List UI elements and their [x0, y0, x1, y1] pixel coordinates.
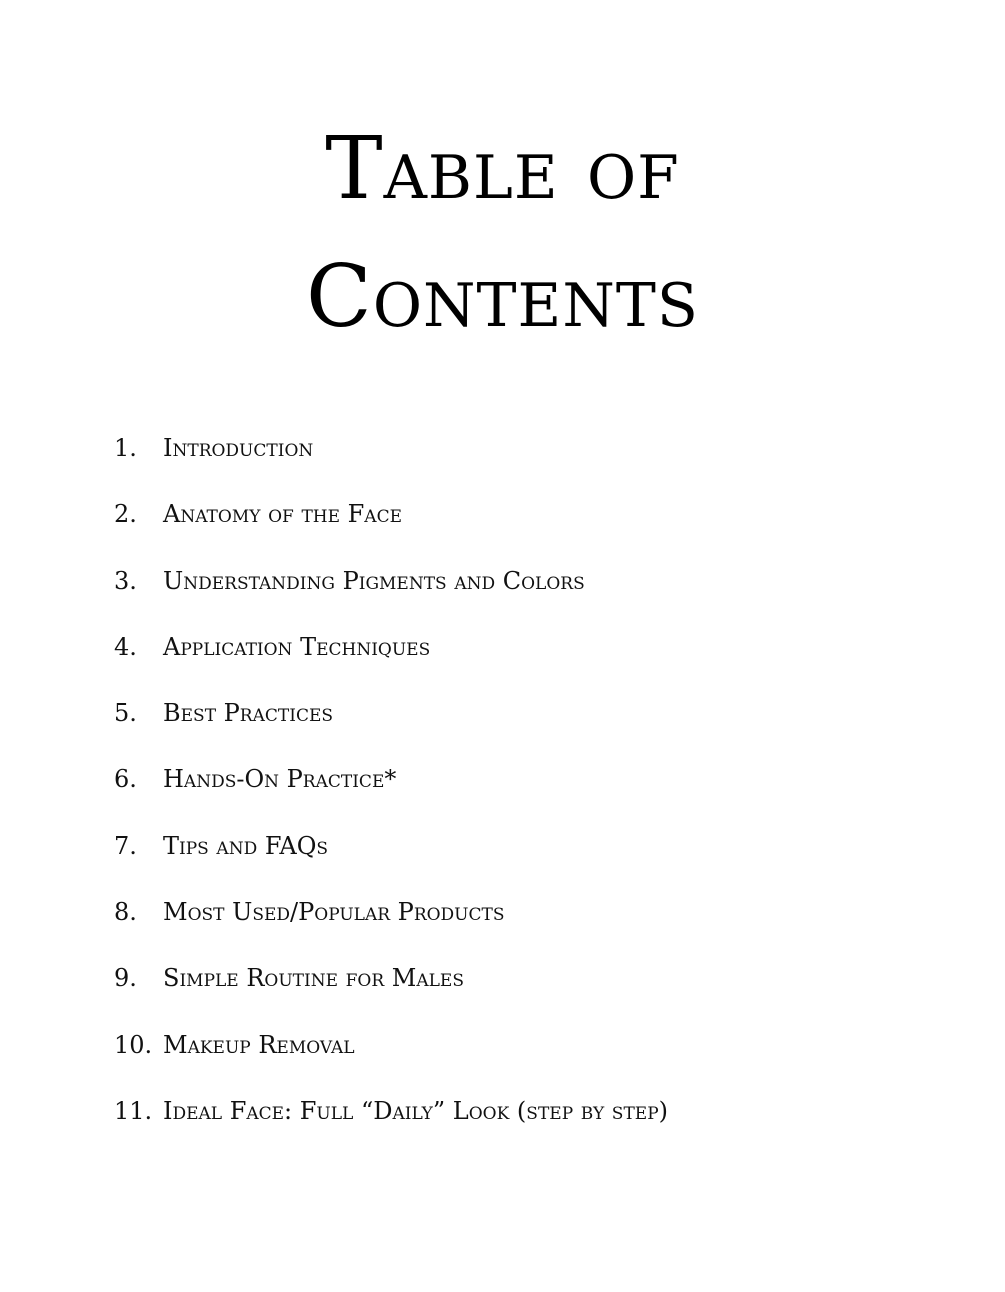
toc-item-label[interactable]: Hands-On Practice* — [163, 765, 397, 794]
page-title-line-2: Contents — [306, 247, 699, 347]
table-of-contents-list — [0, 428, 1005, 1157]
toc-item-number: 8. — [114, 898, 137, 927]
toc-item-tips-and-faqs[interactable] — [0, 826, 1005, 892]
toc-item-number: 3. — [114, 566, 137, 595]
toc-item-ideal-face-daily-look[interactable] — [0, 1091, 1005, 1157]
toc-item-label[interactable]: Best Practices — [163, 699, 334, 728]
toc-item-label[interactable]: Understanding Pigments and Colors — [163, 566, 585, 595]
toc-item-label[interactable]: Simple Routine for Males — [163, 964, 464, 993]
toc-item-label[interactable]: Anatomy of the Face — [163, 500, 402, 529]
toc-item-label[interactable]: Tips and FAQs — [163, 831, 329, 860]
toc-item-label[interactable]: Application Techniques — [163, 632, 431, 661]
toc-item-makeup-removal[interactable] — [0, 1025, 1005, 1091]
page-title-line-1: Table of — [325, 119, 680, 219]
toc-item-number: 11. — [114, 1096, 153, 1125]
toc-item-number: 2. — [114, 500, 137, 529]
toc-item-label[interactable]: Introduction — [163, 434, 314, 462]
toc-item-anatomy-of-the-face[interactable] — [0, 494, 1005, 560]
toc-item-number: 5. — [114, 699, 137, 728]
toc-item-number: 6. — [114, 765, 137, 794]
toc-item-best-practices[interactable] — [0, 693, 1005, 759]
toc-item-number: 7. — [114, 831, 137, 860]
toc-item-number: 9. — [114, 964, 137, 993]
toc-item-hands-on-practice[interactable] — [0, 759, 1005, 825]
toc-item-popular-products[interactable] — [0, 892, 1005, 958]
toc-item-number: 1. — [114, 434, 137, 462]
toc-item-number: 10. — [114, 1030, 153, 1059]
toc-item-label[interactable]: Ideal Face: Full “Daily” Look (step by step) — [163, 1096, 668, 1125]
toc-item-label[interactable]: Most Used/Popular Products — [163, 898, 505, 927]
toc-item-introduction[interactable] — [0, 428, 1005, 494]
toc-item-number: 4. — [114, 632, 137, 661]
toc-item-application-techniques[interactable] — [0, 627, 1005, 693]
toc-item-label[interactable]: Makeup Removal — [163, 1030, 355, 1059]
toc-item-understanding-pigments[interactable] — [0, 561, 1005, 627]
toc-item-simple-routine-for-males[interactable] — [0, 958, 1005, 1024]
